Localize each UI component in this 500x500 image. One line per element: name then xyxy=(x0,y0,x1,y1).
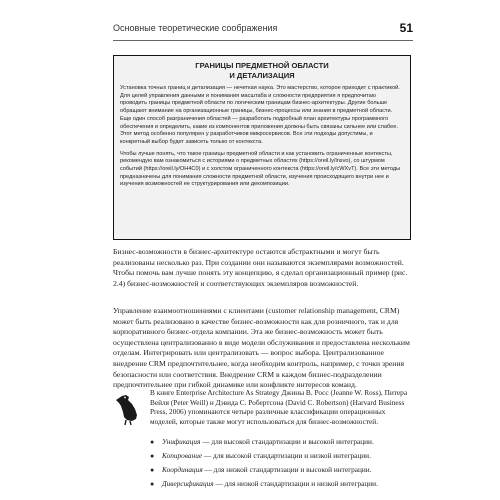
sidebar-title-line2: И ДЕТАЛИЗАЦИЯ xyxy=(229,71,295,80)
list-item xyxy=(150,463,412,477)
bullet-term: Диверсификация xyxy=(162,479,214,488)
bullet-desc: — для низкой стандартизации и низкой интеграции. xyxy=(213,479,378,488)
note-text: В книге Enterprise Architecture As Strategy Джины В. Росс (Jeanne W. Ross), Питера Вейля (Peter Weill) и Дэвида С. Робертсона (David C. Robertson) (Harvard Business Press, 2006) упоминаются четыре различные классификации операционных моделей, которые также могут использоваться для бизнес-возможностей. xyxy=(150,388,408,426)
sidebar-box xyxy=(113,55,411,240)
bullet-term: Унификация xyxy=(162,437,201,446)
bullet-term: Координация xyxy=(162,465,203,474)
page-number: 51 xyxy=(399,21,413,35)
sidebar-title-line1: ГРАНИЦЫ ПРЕДМЕТНОЙ ОБЛАСТИ xyxy=(195,61,329,70)
bullet-desc: — для высокой стандартизации и низкой интеграции. xyxy=(202,451,371,460)
header-rule xyxy=(113,40,413,41)
body-paragraph: Управление взаимоотношениями с клиентами (customer relationship management, CRM) может быть реализовано в качестве бизнес-возможности как для розничного, так и для корпоративного бизнес-отдела компании. Эта же бизнес-возможность может быть осуществлена централизованно в виде модели обслуживания и предоставлена нескольким отделам. Интегрировать или централизовать — вопрос выбора. Централизованное внедрение CRM предпочтительнее, когда необходим контроль, например, с точки зрения безопасности или соответствия. Внедрение CRM в каждом бизнес-подразделении предпочтительнее при гибкой динамике или конфликте интересов команд. xyxy=(113,306,410,390)
page-header xyxy=(113,18,413,38)
body-paragraph: Бизнес-возможности в бизнес-архитектуре остаются абстрактными и могут быть реализованы несколько раз. При создании они называются экземплярами возможностей. Чтобы помочь вам лучше понять эту концепцию, я сделал организационный пример (рис. 2.4) бизнес-возможностей и соответствующих экземпляров возможностей. xyxy=(113,247,408,288)
sidebar-title xyxy=(120,61,404,81)
bullet-icon: ● xyxy=(150,466,155,474)
raven-icon xyxy=(113,392,139,426)
bullet-icon: ● xyxy=(150,480,155,488)
bullet-desc: — для низкой стандартизации и высокой интеграции. xyxy=(202,465,372,474)
sidebar-paragraph: Чтобы лучше понять, что такое границы предметной области и как установить ограниченные контексты, рекомендую вам ознакомиться с историями о предметных областях (https://oreil.ly/lnsvo), со штурмом событий (https://oreil.ly/OH4C0) и с холстом ограниченного контекста (https://oreil.ly/cWXvT). Все эти методы предназначены для понимания сложности предметной области, изучения происходящего внутри нее и изучения возможностей ее структурирования или декомпозиции. xyxy=(120,150,401,188)
list-item xyxy=(150,435,412,449)
bullet-desc: — для высокой стандартизации и высокой интеграции. xyxy=(200,437,374,446)
list-item xyxy=(150,477,412,491)
operating-model-list xyxy=(150,435,412,491)
bullet-term: Копирование xyxy=(162,451,203,460)
sidebar-paragraph: Установка точных границ и детализация — нечеткая наука. Это мастерство, которое приходит с практикой. Для целей управления данными и понимания масштаба и сложности предприятия я предпочитаю проводить границы предметной области по логическим границам бизнес-архитектуры. Другие больше обращают внимание на организационные границы, бизнес-процессы или знания в предметной области. Еще один способ разграничения областей — разработать подробный план архитектуры программного обеспечения и определить, какие из компонентов приложения должны быть связаны сильнее или слабее. Этот метод особенно популярен у разработчиков микросервисов. Все эти подходы допустимы, и конкретный выбор будет зависеть только от контекста. xyxy=(120,85,400,145)
bullet-icon: ● xyxy=(150,438,155,446)
bullet-icon: ● xyxy=(150,452,155,460)
running-title: Основные теоретические соображения xyxy=(113,23,278,33)
list-item xyxy=(150,449,412,463)
